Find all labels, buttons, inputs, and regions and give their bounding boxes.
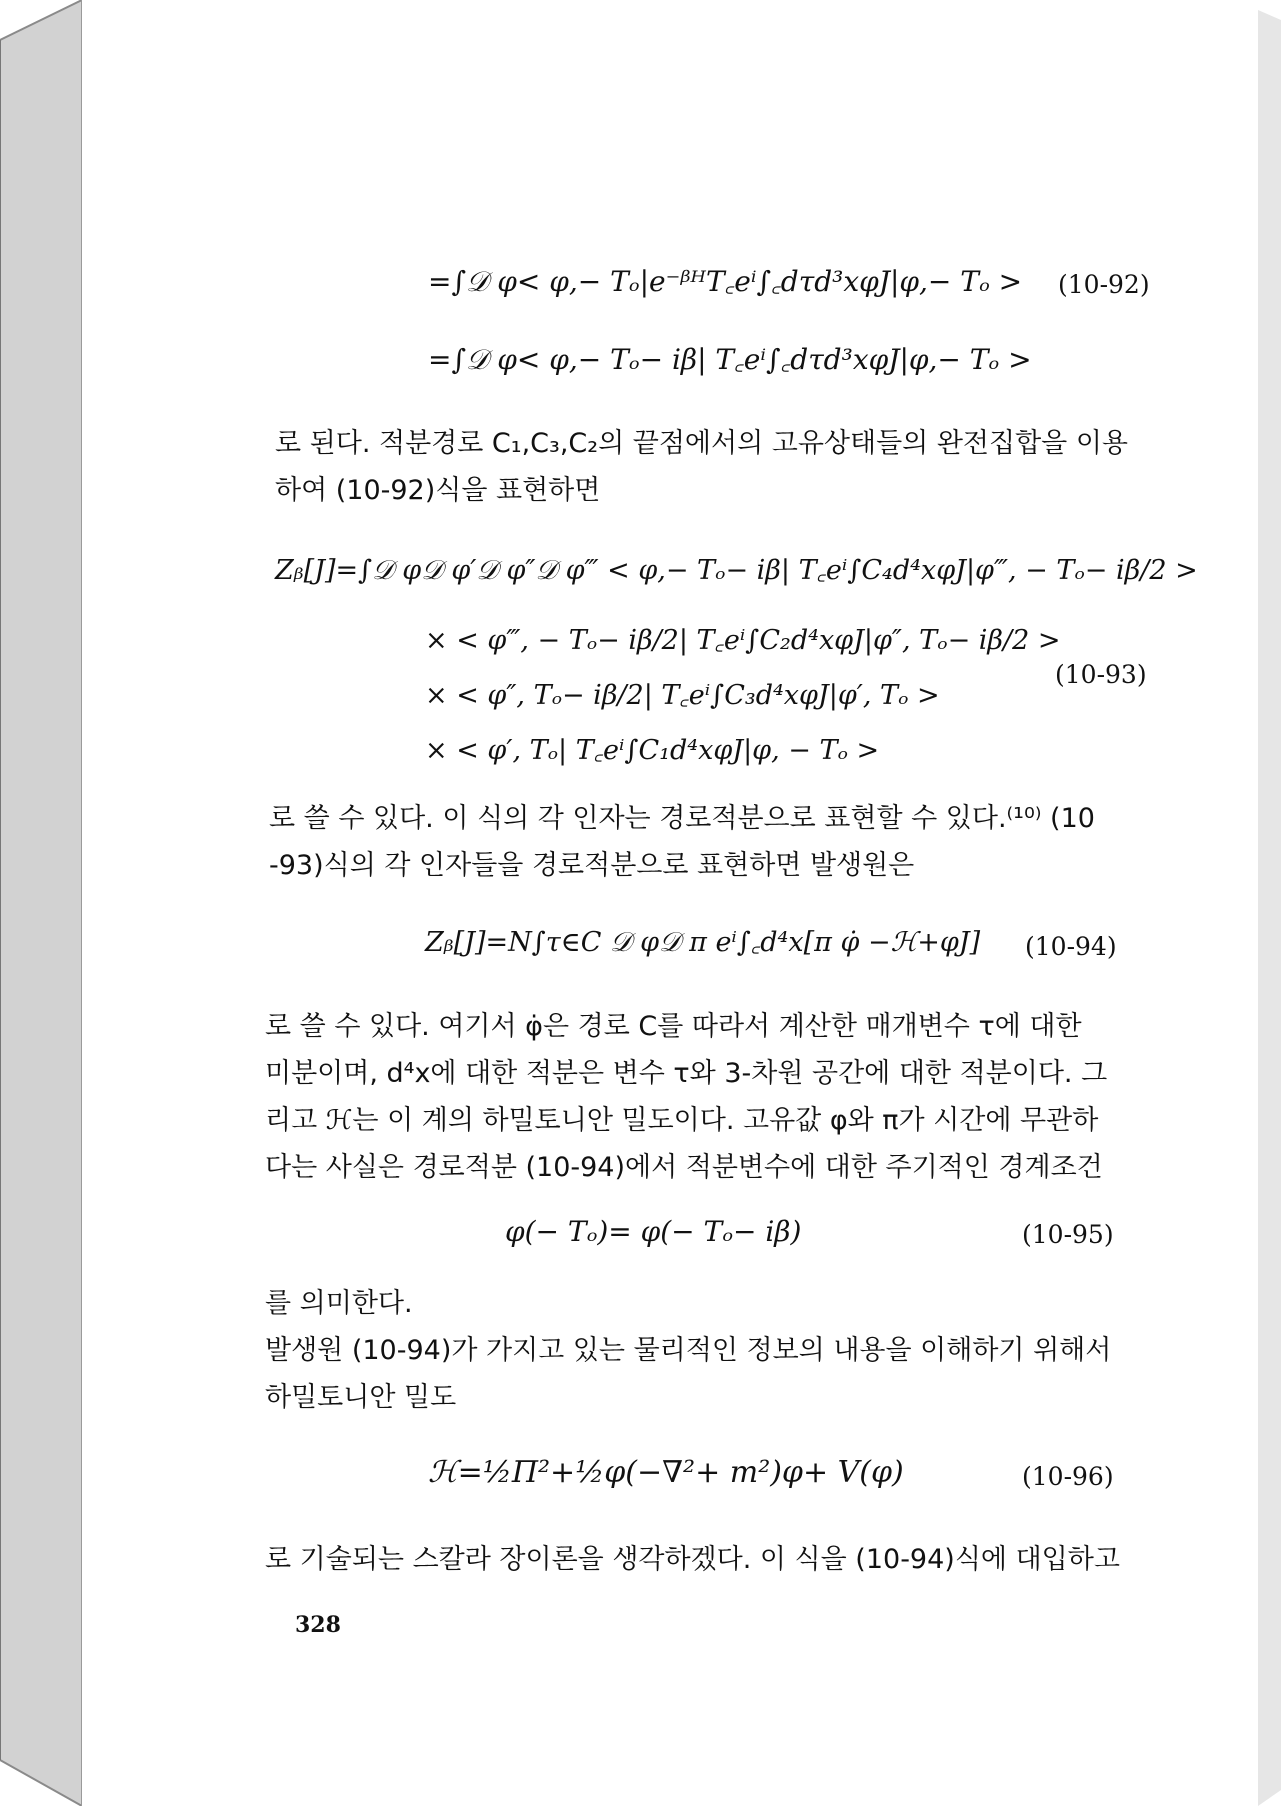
equation-10-95: φ(− Tₒ)= φ(− Tₒ− iβ) [505, 1215, 802, 1248]
paragraph-line: 미분이며, d⁴x에 대한 적분은 변수 τ와 3-차원 공간에 대한 적분이다. 그 [265, 1058, 1108, 1089]
equation-10-93-line-3: × < φ″, Tₒ− iβ/2| T꜀eⁱ∫C₃d⁴xφJ|φ′, Tₒ > [425, 680, 940, 711]
paragraph-line: 를 의미한다. [265, 1288, 413, 1319]
paragraph-line: -93)식의 각 인자들을 경로적분으로 표현하면 발생원은 [269, 850, 915, 881]
equation-number-10-94: (10-94) [1025, 932, 1117, 961]
paragraph-line: 다는 사실은 경로적분 (10-94)에서 적분변수에 대한 주기적인 경계조건 [265, 1152, 1103, 1183]
paragraph-line: 로 기술되는 스칼라 장이론을 생각하겠다. 이 식을 (10-94)식에 대입하고 [265, 1544, 1120, 1575]
equation-10-93-line-4: × < φ′, Tₒ| T꜀eⁱ∫C₁d⁴xφJ|φ, − Tₒ > [425, 735, 880, 766]
equation-number-10-92: (10-92) [1058, 270, 1150, 299]
equation-number-10-93: (10-93) [1055, 660, 1147, 689]
paragraph-line: 로 된다. 적분경로 C₁,C₃,C₂의 끝점에서의 고유상태들의 완전집합을 이용 [275, 428, 1128, 459]
page-number: 328 [295, 1612, 341, 1638]
equation-number-10-95: (10-95) [1022, 1220, 1114, 1249]
paragraph-line: 리고 ℋ는 이 계의 하밀토니안 밀도이다. 고유값 φ와 π가 시간에 무관하 [265, 1105, 1099, 1136]
paragraph-line: 하밀토니안 밀도 [265, 1382, 457, 1413]
equation-10-93-line-2: × < φ‴, − Tₒ− iβ/2| T꜀eⁱ∫C₂d⁴xφJ|φ″, Tₒ− iβ/2 > [425, 625, 1061, 656]
equation-10-96: ℋ=½Π²+½φ(−∇²+ m²)φ+ V(φ) [428, 1455, 904, 1490]
equation-10-92-line-1: =∫𝒟 φ< φ,− Tₒ|e⁻ᵝᴴT꜀eⁱ∫꜀dτd³xφJ|φ,− Tₒ > [428, 265, 1023, 298]
equation-10-93-line-1: Zᵦ[J]=∫𝒟 φ𝒟 φ′𝒟 φ″𝒟 φ‴ < φ,− Tₒ− iβ| T꜀eⁱ∫C₄d⁴xφJ|φ‴, − Tₒ− iβ/2 > [275, 555, 1198, 586]
paragraph-line: 로 쓸 수 있다. 이 식의 각 인자는 경로적분으로 표현할 수 있다.⁽¹⁰⁾ (10 [269, 803, 1095, 834]
paragraph-line: 발생원 (10-94)가 가지고 있는 물리적인 정보의 내용을 이해하기 위해서 [265, 1335, 1112, 1366]
paragraph-line: 로 쓸 수 있다. 여기서 φ̇은 경로 C를 따라서 계산한 매개변수 τ에 대한 [265, 1011, 1082, 1042]
equation-10-92-line-2: =∫𝒟 φ< φ,− Tₒ− iβ| T꜀eⁱ∫꜀dτd³xφJ|φ,− Tₒ > [428, 343, 1032, 376]
equation-number-10-96: (10-96) [1022, 1462, 1114, 1491]
equation-10-94: Zᵦ[J]=N∫τ∈C 𝒟 φ𝒟 π eⁱ∫꜀d⁴x[π φ̇ −ℋ+φJ] [425, 927, 981, 958]
paragraph-line: 하여 (10-92)식을 표현하면 [275, 475, 601, 506]
